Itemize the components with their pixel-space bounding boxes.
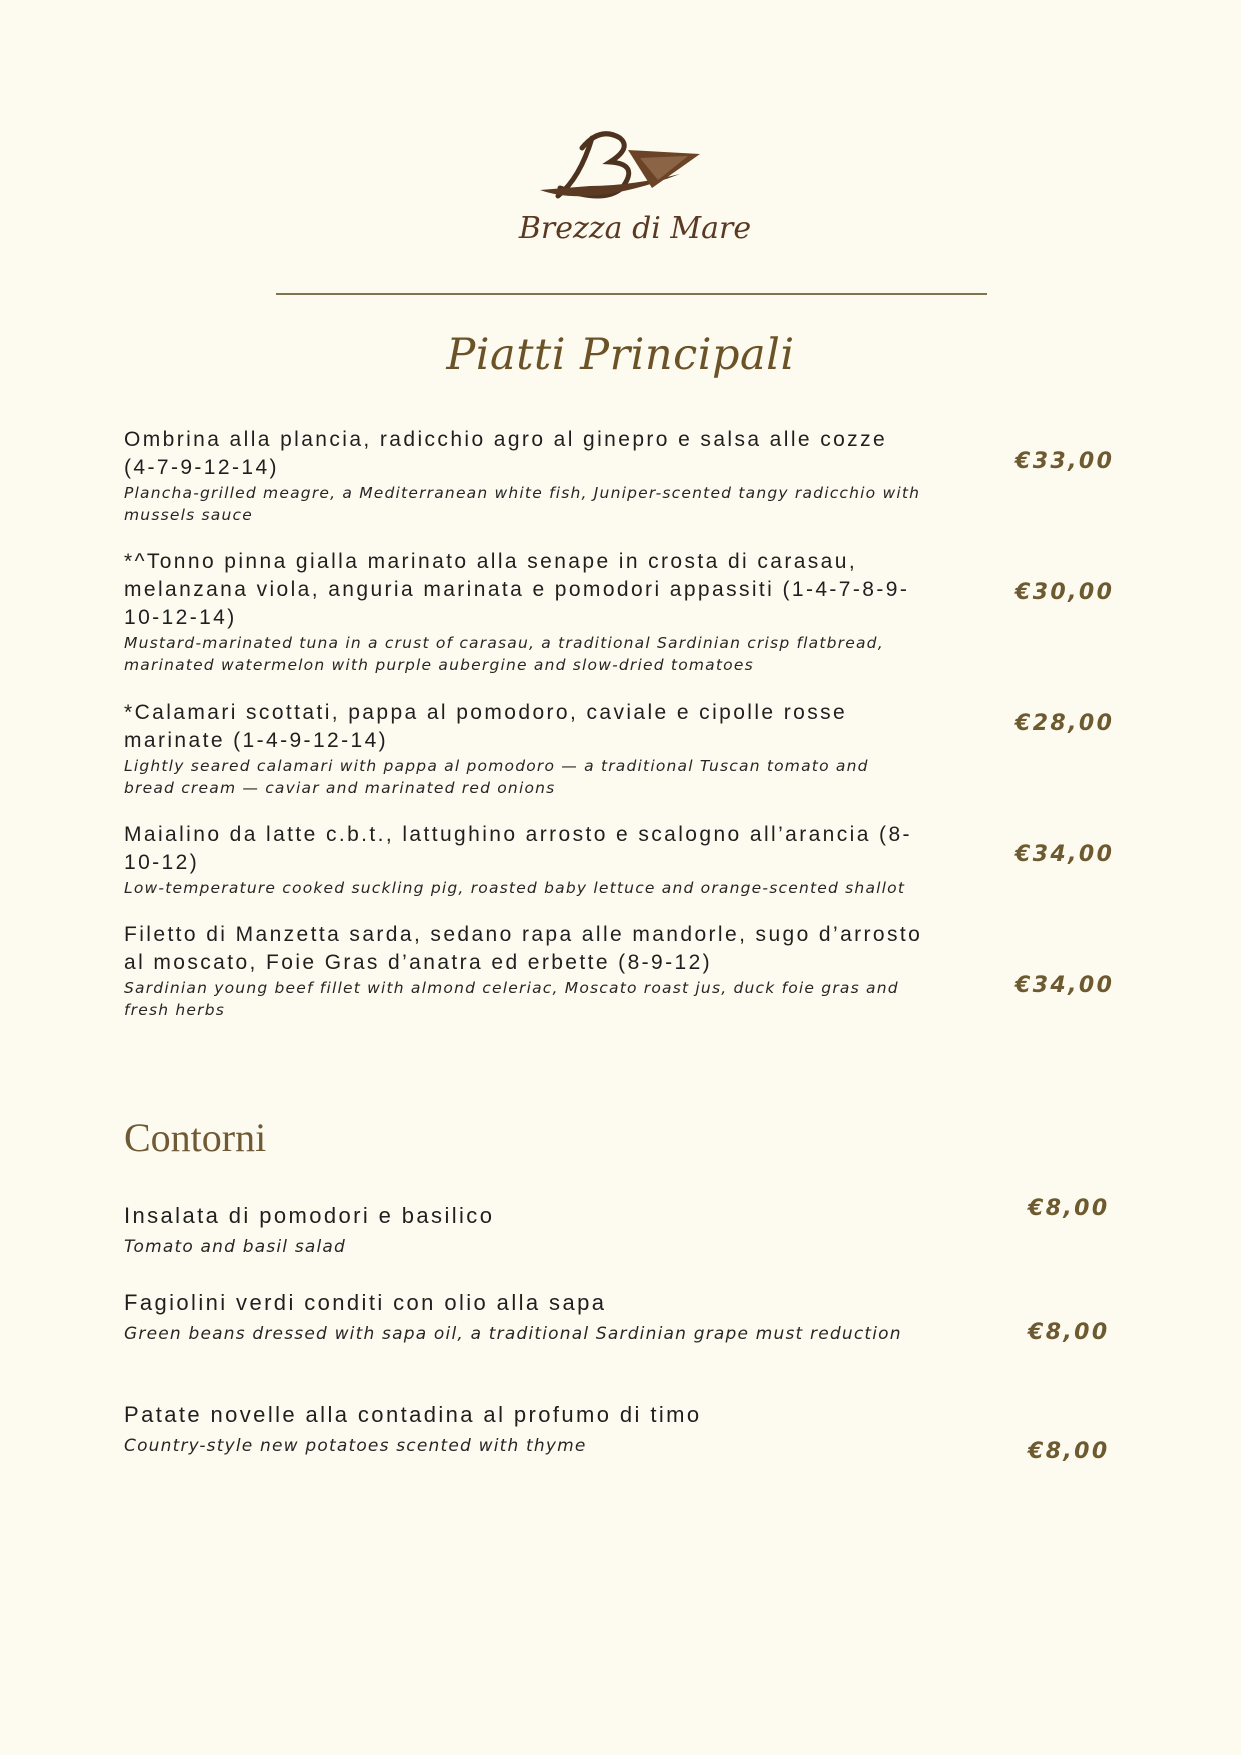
side-price: €8,00	[1028, 1320, 1110, 1345]
header-divider	[276, 293, 987, 295]
mains-section-title: Piatti Principali	[446, 330, 795, 380]
menu-item-ombrina	[124, 426, 924, 526]
dish-price: €33,00	[1015, 449, 1115, 474]
menu-item-calamari	[124, 699, 924, 799]
dish-price: €30,00	[1015, 580, 1115, 605]
dish-description: Low-temperature cooked suckling pig, roasted baby lettuce and orange-scented shallot	[124, 879, 906, 897]
side-name: Insalata di pomodori e basilico	[124, 1203, 495, 1228]
dish-description: Plancha-grilled meagre, a Mediterranean white fish, Juniper-scented tangy radicchio with mussels sauce	[124, 484, 921, 524]
dish-description: Lightly seared calamari with pappa al pomodoro — a traditional Tuscan tomato and bread cream — caviar and marinated red onions	[124, 757, 869, 797]
dish-name: Ombrina alla plancia, radicchio agro al ginepro e salsa alle cozze (4-7-9-12-14)	[124, 428, 888, 479]
dish-name: Filetto di Manzetta sarda, sedano rapa alle mandorle, sugo d’arrosto al moscato, Foie Gras d’anatra ed erbette (8-9-12)	[124, 923, 923, 974]
side-description: Green beans dressed with sapa oil, a traditional Sardinian grape must reduction	[124, 1324, 902, 1344]
side-item-insalata	[124, 1202, 924, 1260]
menu-item-maialino	[124, 821, 924, 899]
brand-name-mark: Brezza di Mare	[518, 211, 752, 246]
dish-name: Maialino da latte c.b.t., lattughino arrosto e scalogno all’arancia (8-10-12)	[124, 823, 912, 874]
dish-name: *^Tonno pinna gialla marinato alla senape in crosta di carasau, melanzana viola, anguria marinata e pomodori appassiti (1-4-7-8-9-10-12-14)	[124, 550, 910, 629]
menu-item-filetto	[124, 921, 924, 1021]
side-description: Country-style new potatoes scented with thyme	[124, 1436, 587, 1456]
side-price: €8,00	[1028, 1196, 1110, 1221]
dish-description: Mustard-marinated tuna in a crust of carasau, a traditional Sardinian crisp flatbread, marinated watermelon with purple aubergine and slow-dried tomatoes	[124, 634, 884, 674]
side-price: €8,00	[1028, 1439, 1110, 1464]
dish-name: *Calamari scottati, pappa al pomodoro, caviale e cipolle rosse marinate (1-4-9-12-14)	[124, 701, 848, 752]
side-name: Fagiolini verdi conditi con olio alla sapa	[124, 1290, 607, 1315]
menu-item-tonno	[124, 548, 924, 676]
side-item-fagiolini	[124, 1289, 924, 1347]
dish-description: Sardinian young beef fillet with almond celeriac, Moscato roast jus, duck foie gras and fresh herbs	[124, 979, 899, 1019]
dish-price: €34,00	[1015, 842, 1115, 867]
side-name: Patate novelle alla contadina al profumo di timo	[124, 1402, 702, 1427]
sailboat-logo-icon	[500, 118, 770, 253]
brand-logo	[500, 118, 770, 253]
side-description: Tomato and basil salad	[124, 1237, 347, 1257]
side-item-patate	[124, 1401, 924, 1459]
sides-section-title: Contorni	[124, 1115, 267, 1160]
dish-price: €34,00	[1015, 973, 1115, 998]
dish-price: €28,00	[1015, 711, 1115, 736]
